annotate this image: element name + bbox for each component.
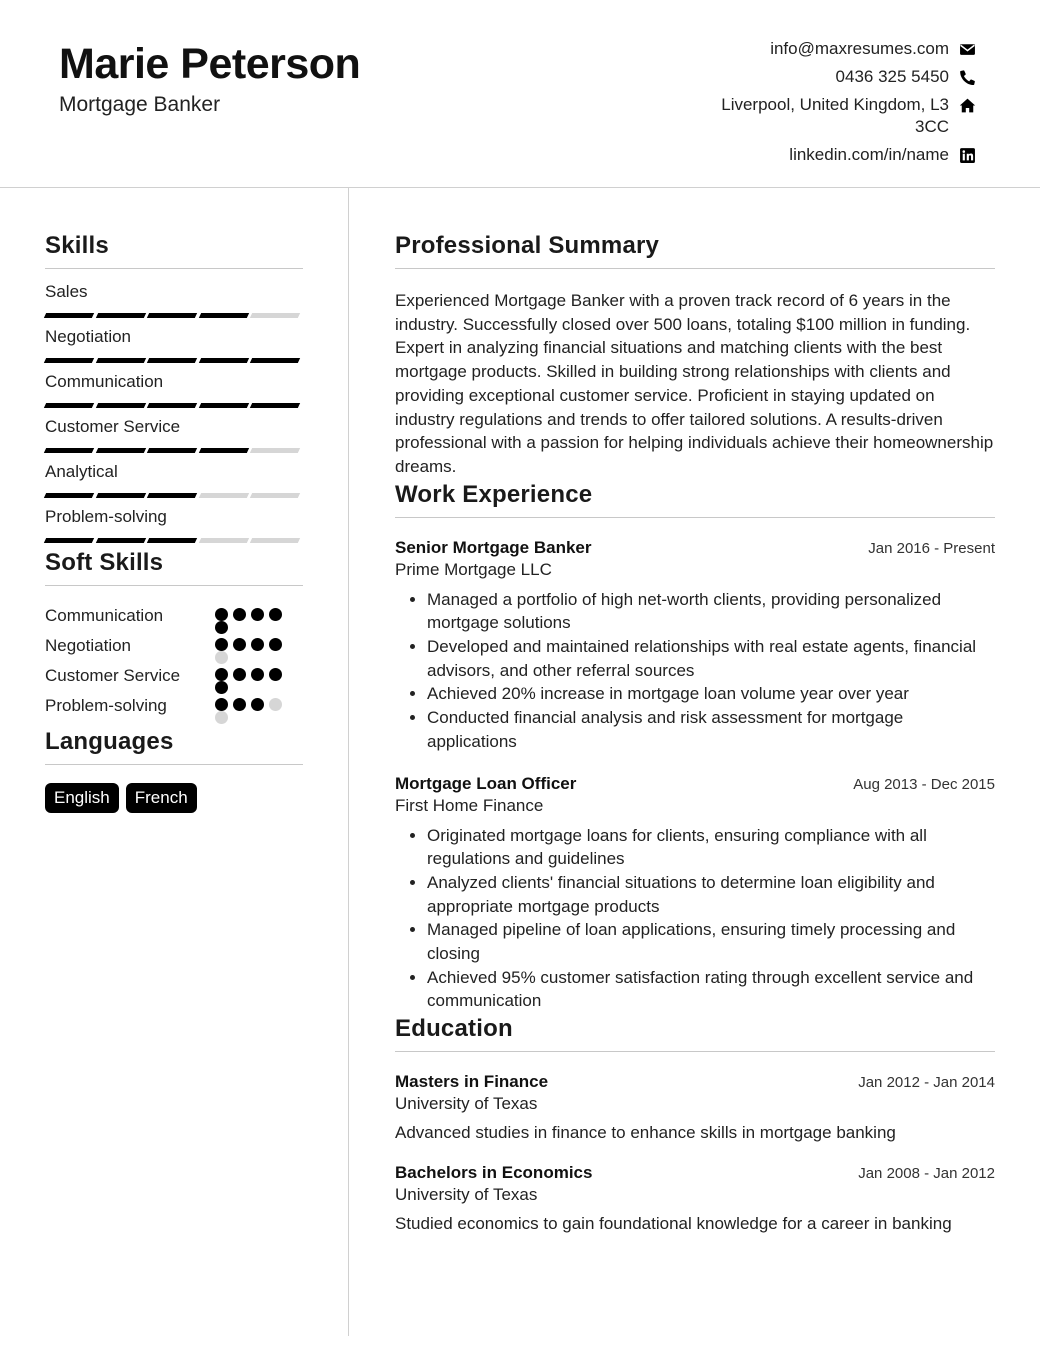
candidate-title: Mortgage Banker [59,93,221,116]
left-column [45,232,303,813]
skill-level-segment [147,538,197,543]
skill-item [45,326,303,363]
job-bullet: • Managed a portfolio of high net-worth clients, providing personalized mortgage solutions [427,588,995,635]
soft-skill-rating [215,698,290,724]
soft-skill-rating [215,668,290,694]
rating-dot [269,608,282,621]
skill-level-segment [95,403,145,408]
skill-level-segment [250,448,300,453]
education-heading: Education [395,1015,995,1052]
contact-email[interactable] [646,38,976,60]
soft-skill-item [45,694,303,724]
skill-level-segment [95,358,145,363]
skill-level-segment [199,493,249,498]
rating-dot [215,698,228,711]
rating-dot [269,698,282,711]
skill-level-segment [44,358,94,363]
skill-level-segment [199,358,249,363]
education-dates: Jan 2012 - Jan 2014 [858,1074,995,1092]
soft-skill-rating [215,638,290,664]
skill-level-segment [147,448,197,453]
skill-level-segment [95,538,145,543]
job-bullet: • Achieved 20% increase in mortgage loan volume year over year [427,682,995,706]
job-dates: Aug 2013 - Dec 2015 [853,775,995,793]
linkedin-icon [958,146,976,164]
contact-address [646,94,976,138]
summary-text: Experienced Mortgage Banker with a proven track record of 6 years in the industry. Successfully closed over 500 loans, totaling $100 million in funding. Expert in analyzing financial situations and matching clients with the best mortgage products. Skilled in building strong relationships with clients and providing exceptional customer service. Proficient in staying updated on industry regulations and trends to offer tailored solutions. A results-driven professional with a passion for helping individuals achieve their homeownership dreams. [395,291,994,476]
skill-level-segment [199,538,249,543]
soft-skills-list [45,604,303,724]
work-entry [395,774,995,1014]
rating-dot [233,638,246,651]
contact-address-text: Liverpool, United Kingdom, L3 3CC [721,95,949,136]
skill-level-segment [95,448,145,453]
skill-name: Customer Service [45,417,181,436]
skill-level-segment [199,448,249,453]
skill-item [45,461,303,498]
rating-dot [215,638,228,651]
resume-header [0,0,1040,188]
soft-skill-item [45,664,303,694]
languages-heading: Languages [45,728,303,765]
soft-skill-rating [215,608,290,634]
skill-level-segment [199,403,249,408]
contact-linkedin[interactable] [646,144,976,166]
rating-dot [215,608,228,621]
company-name: Prime Mortgage LLC [395,559,552,579]
job-bullet: • Developed and maintained relationships with real estate agents, financial advisors, and other referral sources [427,635,995,682]
work-entry [395,538,995,754]
school-name: University of Texas [395,1185,538,1205]
soft-skill-item [45,604,303,634]
skill-level-segment [147,403,197,408]
contact-linkedin-text: linkedin.com/in/name [789,145,949,164]
rating-dot [215,651,228,664]
skill-level-segment [250,313,300,318]
degree-name: Bachelors in Economics [395,1163,593,1183]
skill-level-bar [45,358,303,363]
contact-info [646,38,976,172]
school-name: University of Texas [395,1094,538,1114]
skill-level-bar [45,403,303,408]
skills-list [45,281,303,543]
skill-level-bar [45,313,303,318]
skill-name: Sales [45,282,88,301]
languages-list [45,783,303,813]
soft-skill-name: Negotiation [45,636,132,655]
job-bullet: • Originated mortgage loans for clients, ensuring compliance with all regulations and guidelines [427,824,995,871]
soft-skill-name: Problem-solving [45,696,167,715]
education-list [395,1072,995,1234]
envelope-icon [958,40,976,58]
work-entry-header [395,774,995,794]
soft-skill-name: Customer Service [45,666,181,685]
skill-name: Communication [45,372,164,391]
work-entry-header [395,538,995,558]
skill-level-segment [147,358,197,363]
skill-item [45,506,303,543]
rating-dot [215,681,228,694]
rating-dot [233,608,246,621]
education-entry [395,1163,995,1234]
skill-level-segment [147,313,197,318]
job-dates: Jan 2016 - Present [868,539,995,557]
job-title: Senior Mortgage Banker [395,537,592,557]
skill-level-segment [250,493,300,498]
skill-name: Problem-solving [45,507,167,526]
soft-skills-heading: Soft Skills [45,549,303,586]
rating-dot [233,698,246,711]
rating-dot [251,638,264,651]
skill-level-segment [250,403,300,408]
soft-skill-name: Communication [45,606,164,625]
rating-dot [251,698,264,711]
skill-level-segment [95,493,145,498]
soft-skill-item [45,634,303,664]
education-dates: Jan 2008 - Jan 2012 [858,1165,995,1183]
skill-level-bar [45,448,303,453]
skill-item [45,371,303,408]
home-icon [958,96,976,114]
skill-level-segment [95,313,145,318]
job-bullet: • Achieved 95% customer satisfaction rating through excellent service and communication [427,966,995,1013]
skill-level-segment [44,403,94,408]
job-bullet: • Managed pipeline of loan applications, ensuring timely processing and closing [427,918,995,965]
rating-dot [269,638,282,651]
rating-dot [251,608,264,621]
contact-phone[interactable] [646,66,976,88]
column-divider [348,188,349,1336]
skill-level-segment [44,448,94,453]
skill-item [45,416,303,453]
skill-level-segment [250,358,300,363]
education-entry-header [395,1072,995,1092]
language-tag: English [45,783,119,813]
skill-level-segment [199,313,249,318]
rating-dot [269,668,282,681]
job-bullet: • Analyzed clients' financial situations to determine loan eligibility and appropriate mortgage products [427,871,995,918]
education-entry-header [395,1163,995,1183]
skill-item [45,281,303,318]
work-heading: Work Experience [395,481,995,518]
right-column [395,232,995,1234]
education-description: Advanced studies in finance to enhance skills in mortgage banking [395,1123,896,1143]
rating-dot [215,711,228,724]
skill-level-segment [44,313,94,318]
skill-level-segment [147,493,197,498]
job-bullets [395,824,995,1014]
contact-phone-text: 0436 325 5450 [835,67,949,86]
skill-level-bar [45,538,303,543]
language-tag: French [126,783,197,813]
skill-level-bar [45,493,303,498]
skill-level-segment [250,538,300,543]
education-description: Studied economics to gain foundational knowledge for a career in banking [395,1214,952,1234]
summary-heading: Professional Summary [395,232,995,269]
skills-heading: Skills [45,232,303,269]
candidate-name: Marie Peterson [59,40,361,88]
degree-name: Masters in Finance [395,1072,549,1092]
contact-email-text: info@maxresumes.com [770,39,949,58]
job-bullets [395,588,995,754]
job-bullet: • Conducted financial analysis and risk assessment for mortgage applications [427,706,995,753]
work-list [395,538,995,1014]
rating-dot [215,668,228,681]
rating-dot [251,668,264,681]
skill-level-segment [44,493,94,498]
skill-name: Analytical [45,462,118,481]
job-title: Mortgage Loan Officer [395,773,577,793]
rating-dot [215,621,228,634]
rating-dot [233,668,246,681]
skill-level-segment [44,538,94,543]
education-entry [395,1072,995,1143]
skill-name: Negotiation [45,327,132,346]
company-name: First Home Finance [395,795,544,815]
phone-icon [958,68,976,86]
